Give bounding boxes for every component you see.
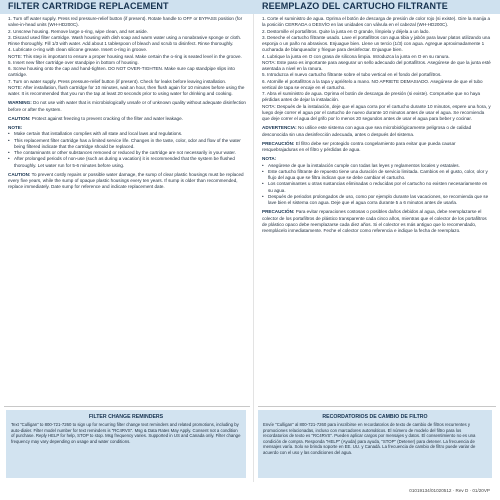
note-label: NOTA: (262, 156, 277, 162)
spanish-reminder-title: RECORDATORIOS DE CAMBIO DE FILTRO (322, 414, 428, 420)
caution2-paragraph (8, 172, 246, 191)
english-title: FILTER CARTRIDGE REPLACEMENT (8, 1, 169, 11)
note-bullet: • Este cartucho filtrante de repuesto tiene una duración de servicio limitada. Cambios en el gusto, color, olor y flujo del agua que se filtra indican que se debe cambiar el cartucho. (262, 169, 492, 182)
spanish-reminder-text: Envíe "Culligan" al 800-721-7260 para inscribirse en recordatorios de texto de cambio de filtros recurrentes y promociones relacionadas, incluso con marcadores automáticos. El número de modelo del filtro para los recordatorios de texto es "RC4RVS". Pueden aplicar cargos por mensajes y datos. El consentimiento no es una condición de compra. Responda "HELP" (Ayuda) para ayuda, "STOP" (Detener) para detener. La frecuencia de mensajes varía. Solo se brinda soporte en EE. UU. y Canadá. La frecuencia de cambio de filtro puede variar de acuerdo con el uso y las condiciones del agua. (263, 422, 476, 455)
english-column (0, 0, 254, 482)
step-4: 4. Lubricate o-ring with clean silicone grease. Insert o-ring in groove. (8, 47, 148, 53)
note-bullet: • This replacement filter cartridge has a limited service life. Changes in the taste, color, odor and flow of the water being filtered indicate that the cartridge should be replaced. (8, 138, 246, 151)
warning-paragraph (262, 125, 492, 138)
warning-text: No utilice este sistema con agua que sea microbiológicamente peligrosa o de calidad desconocida sin una desinfección adecuada, antes o después del sistema. (262, 125, 472, 137)
spanish-instructions (262, 16, 492, 234)
caution2-paragraph (262, 209, 492, 234)
step-3: 3. Discard used filter cartridge. Wash housing with dish soap and warm water using a nonabrasive sponge or cloth. Rinse thoroughly. Fill 1/3 with water. Add about 1 tablespoon of bleach and scrub to disinfect. Rinse thoroughly. (8, 34, 242, 46)
step-6: 6. Screw housing onto the cap and hand-tighten. DO NOT OVER-TIGHTEN. Make sure cap standpipe slips into cartridge. (8, 66, 235, 78)
caution2-label: PRECAUCIÓN: (262, 209, 295, 215)
caution2-text: Para evitar reparaciones costosas o posibles daños debidos al agua, debe reemplazarse el colector de los portafiltros de plástico transparente cada cinco años, mientras que el colector de los portafiltros de plástico opaco debe reemplazarse cada diez años. Si el colector es más antiguo que lo recomendado, reemplácelo inmediatamente. Feche el colector como referencia e indique la fecha de reemplazo. (262, 209, 487, 233)
caution-text: El filtro debe ser protegido contra congelamiento para evitar que pueda causar resquebrajaduras en el filtro y pérdidas de agua. (262, 140, 456, 152)
caution-text: Protect against freezing to prevent cracking of the filter and water leakage. (31, 115, 183, 121)
document-code: 01019134/01020512 · Rev D · 01/20VP (409, 488, 490, 493)
caution-label: PRECAUCIÓN: (262, 140, 295, 146)
warning-label: WARNING: (8, 100, 32, 106)
step-2: 2. Unscrew housing. Remove large o-ring, wipe clean, and set aside. (8, 28, 148, 34)
english-instructions (8, 16, 246, 191)
step-4-note: NOTE: This step is important to ensure a proper housing seal. Make certain the o-ring is seated level in the groove. (8, 53, 242, 59)
warning-label: ADVERTENCIA: (262, 125, 297, 131)
step-5: 5. Insert new filter cartridge over standpipe in bottom of housing. (8, 59, 139, 65)
note-bullet: • After prolonged periods of non-use (such as during a vacation) it is recommended that the system be flushed thoroughly. Let water run for 5-6 minutes before using. (8, 156, 246, 169)
note-bullet: • Después de periodos prolongados de uso, como por ejemplo durante las vacaciones, se recomienda que se lave bien el sistema con agua. Deje que el agua corra durante 5 a 6 minutos antes de usarla. (262, 194, 492, 207)
english-reminder-title: FILTER CHANGE REMINDERS (88, 414, 164, 420)
caution2-text: To prevent costly repairs or possible water damage, the sump of clear plastic housings must be replaced every five years, while the sump of opaque plastic housings every ten years. If sump is older than recommended, replace immediately. Date sump for reference and indicate replacement date. (8, 171, 244, 190)
step-7-note: NOTE: After installation, flush cartridge for 10 minutes, wait an hour, then flush again for 10 minutes before using the water. It is recommended that you run the tap at least 20 seconds prior to using water for drinking and cooking. (8, 84, 245, 96)
section-divider (258, 406, 496, 407)
step-7: 7. Turn on water supply. Press pressure-relief button (if present). Check for leaks before leaving installation. (8, 78, 227, 84)
step-1: 1. Corte el suministro de agua. Oprima el botón de descarga de presión de color rojo (si existe). Gire la manija a la posición CERRADA o DESVÍO en las unidades con válvula en el cabezal (WH-HD200C). (262, 16, 491, 28)
step-4-note: NOTA: Este paso es importante para asegurar un sello adecuado del portafiltros. Asegúrese de que la junta esté asentada a nivel en la ranura. (262, 59, 491, 71)
step-5: 5. Introduzca el nuevo cartucho filtrante sobre el tubo vertical en el fondo del portafiltros. (262, 72, 442, 78)
warning-paragraph (8, 100, 246, 113)
note-label: NOTE: (8, 125, 23, 130)
step-1: 1. Turn off water supply. Press red pressure-relief button (if present). Rotate handle to OFF or BYPASS position (for valve-in-head units (WH-HD200C). (8, 16, 243, 28)
spanish-header-bar (254, 0, 500, 14)
caution2-label: CAUTION: (8, 171, 31, 177)
caution-label: CAUTION: (8, 115, 31, 121)
step-7: 7. Abra el suministro de agua. Oprima el botón de descarga de presión (si existe). Compruebe que no haya pérdidas antes de dejar la instalación. (262, 91, 481, 103)
note-bullet: • Asegúrese de que la instalación cumple con todas las leyes y reglamentos locales y estatales. (262, 163, 492, 169)
step-4: 4. Lubrique la junta en O con grasa de silicona limpia. Introduzca la junta en O en su ranura. (262, 53, 450, 59)
spanish-title: REEMPLAZO DEL CARTUCHO FILTRANTE (262, 1, 448, 11)
note-bullet: • Make certain that installation complies with all state and local laws and regulations. (8, 131, 246, 137)
spanish-reminder-box (258, 410, 492, 478)
english-reminder-box (6, 410, 246, 478)
caution-paragraph (262, 141, 492, 154)
step-3: 3. Deseche el cartucho filtrante usado. Lave el portafiltros con agua tibia y jabón para lavar platos utilizando una esponja o un paño no abrasivos. Enjuague bien. Llene un tercio (1/3) con agua. Agregue aproximadamente 1 cucharada de blanqueador y friegue para desinfectar. Enjuague bien. (262, 34, 491, 53)
step-7-note: NOTA: Después de la instalación, deje que el agua corra por el cartucho durante 10 minutos, espere una hora, y luego deje correr el agua por el cartucho de nuevo durante 10 minutos antes de usar el agua. Se recomienda que deje correr el agua del grifo por lo menos 20 segundos antes de usar el agua para beber y cocinar. (262, 103, 491, 121)
spanish-column (254, 0, 500, 482)
section-divider (4, 406, 250, 407)
note-bullet: • The contaminants or other substances removed or reduced by the cartridge are not necessarily in your water. (8, 150, 246, 156)
english-reminder-text: Text "Culligan" to 800-721-7260 to sign up for recurring filter change text reminders and related promotions, including by auto-dialer. Filter model number for text reminders is "RC4RVS". Msg & Data Rates May Apply. Consent not a condition of purchase. Reply HELP for help, STOP to stop. Msg frequency varies. Supported in US and Canada only. Filter change frequency may vary depending on usage and water conditions. (11, 422, 241, 444)
step-6: 6. Atornille el portafiltros a la tapa y apriételo a mano. NO APRIETE DEMASIADO. Asegúrese de que el tubo vertical de tapa se encaje en el cartucho. (262, 78, 483, 90)
step-2: 2. Destornille el portafiltros. Quite la junta en O grande, límpiela y déjela a un lado. (262, 28, 430, 34)
warning-text: Do not use with water that is microbiologically unsafe or of unknown quality without adequate disinfection before or after the system. (8, 100, 246, 112)
note-bullet: • Los contaminantes u otras sustancias eliminadas o reducidas por el cartucho no existen necesariamente en su agua. (262, 181, 492, 194)
english-header-bar (0, 0, 254, 14)
